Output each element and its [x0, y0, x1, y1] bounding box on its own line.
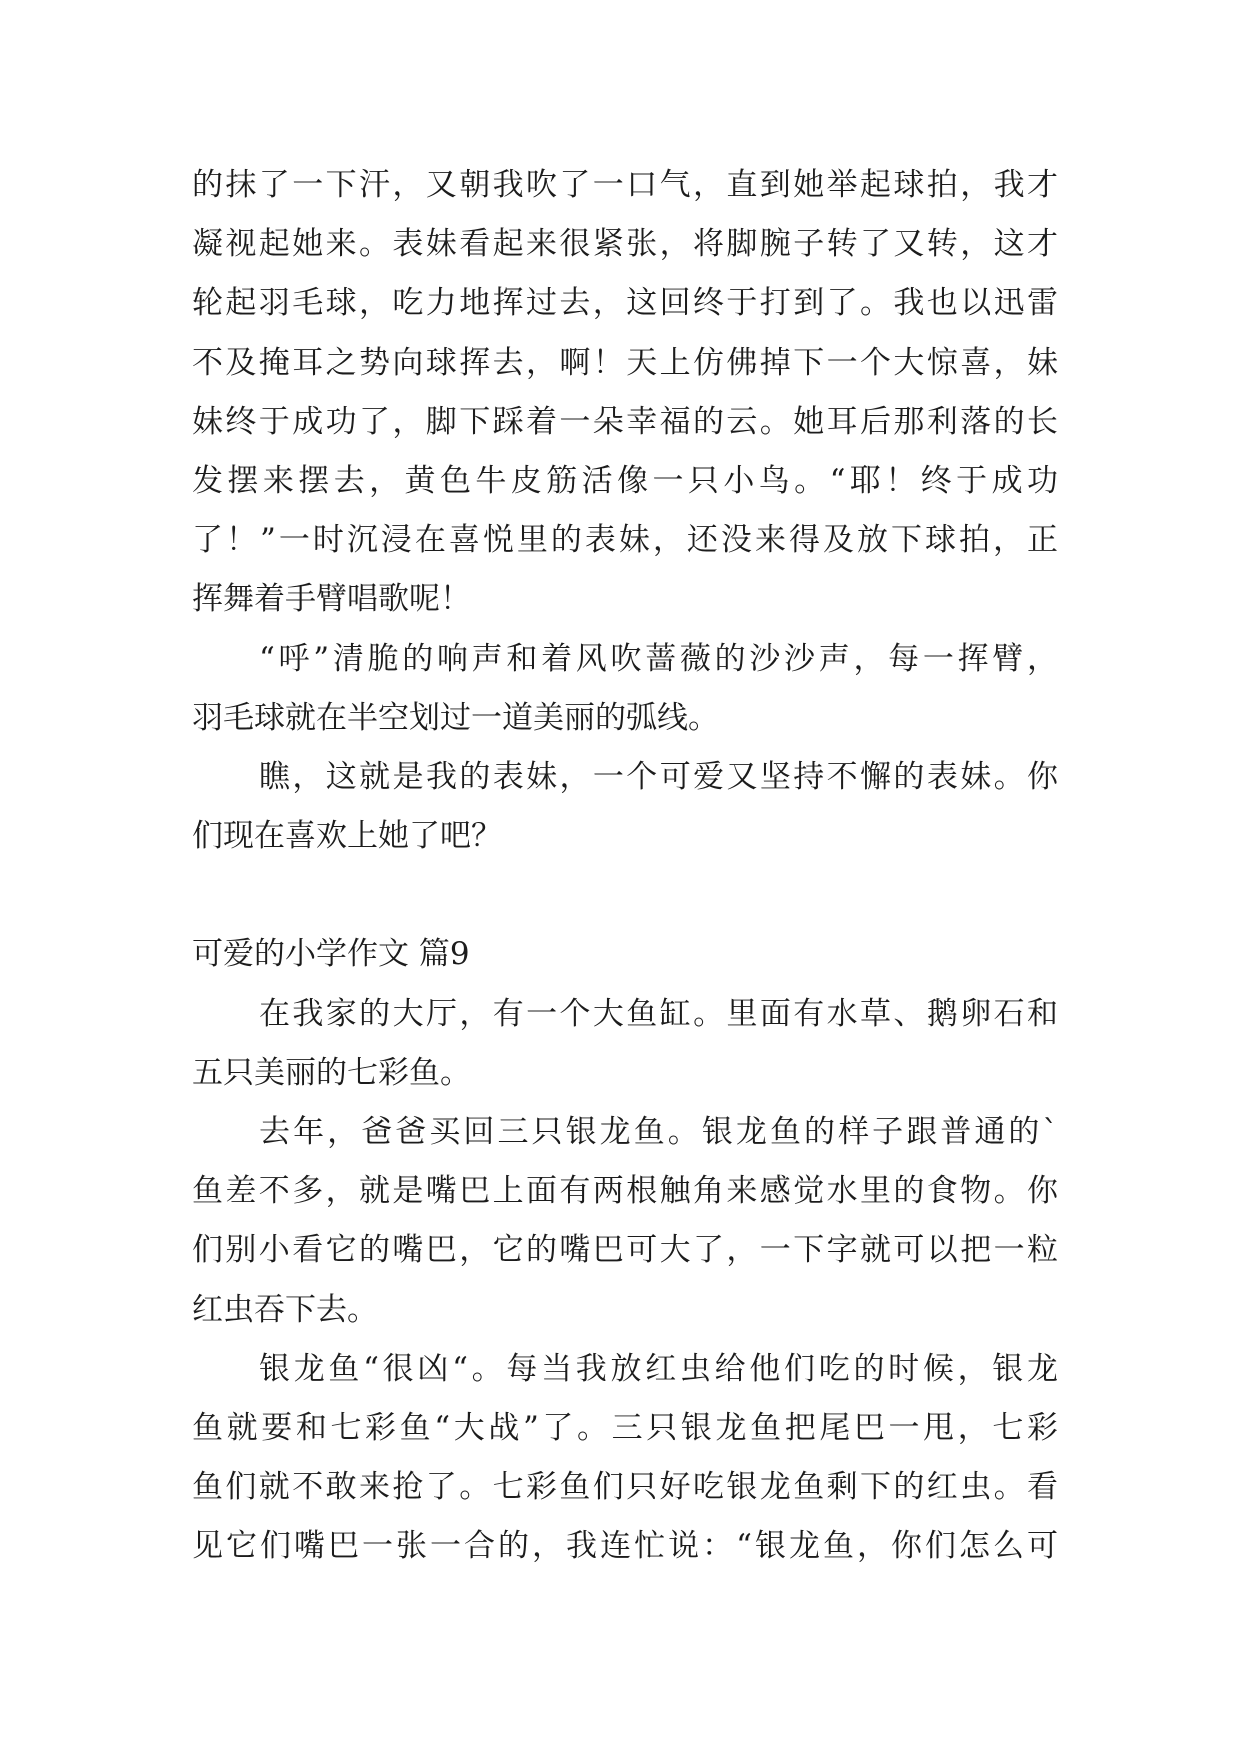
paragraph — [192, 630, 1058, 748]
text-line: 了！”一时沉浸在喜悦里的表妹，还没来得及放下球拍，正 — [192, 522, 1058, 559]
text-line: 去年，爸爸买回三只银龙鱼。银龙鱼的样子跟普通的` — [259, 1114, 1058, 1150]
text-line: 在我家的大厅，有一个大鱼缸。里面有水草、鹅卵石和 — [259, 995, 1058, 1032]
essay-title: 可爱的小学作文 篇9 — [192, 936, 470, 973]
text-line: 们别小看它的嘴巴，它的嘴巴可大了，一下字就可以把一粒 — [192, 1232, 1058, 1269]
text-line: 瞧，这就是我的表妹，一个可爱又坚持不懈的表妹。你 — [259, 758, 1058, 795]
text-line: 红虫吞下去。 — [192, 1291, 378, 1328]
text-line: 妹终于成功了，脚下踩着一朵幸福的云。她耳后那利落的长 — [192, 403, 1058, 440]
text-line: 挥舞着手臂唱歌呢！ — [192, 581, 471, 618]
text-line: 不及掩耳之势向球挥去，啊！天上仿佛掉下一个大惊喜，妹 — [192, 344, 1058, 381]
paragraph — [192, 985, 1058, 1103]
blank-line — [192, 866, 1058, 925]
text-line: 轮起羽毛球，吃力地挥过去，这回终于打到了。我也以迅雷 — [192, 285, 1058, 322]
paragraph — [192, 156, 1058, 630]
text-line: 鱼就要和七彩鱼“大战”了。三只银龙鱼把尾巴一甩，七彩 — [192, 1409, 1058, 1446]
text-line: 们现在喜欢上她了吧？ — [192, 818, 502, 855]
paragraph — [192, 1103, 1058, 1340]
text-line: 发摆来摆去，黄色牛皮筋活像一只小鸟。“耶！终于成功 — [192, 462, 1058, 499]
text-line: “呼”清脆的响声和着风吹蔷薇的沙沙声，每一挥臂， — [259, 640, 1058, 677]
text-line: 的抹了一下汗，又朝我吹了一口气，直到她举起球拍，我才 — [192, 167, 1058, 203]
paragraph — [192, 1340, 1058, 1577]
text-line: 五只美丽的七彩鱼。 — [192, 1054, 471, 1091]
paragraph — [192, 748, 1058, 866]
text-line: 鱼差不多，就是嘴巴上面有两根触角来感觉水里的食物。你 — [192, 1173, 1058, 1210]
text-line: 羽毛球就在半空划过一道美丽的弧线。 — [192, 699, 719, 736]
text-line: 凝视起她来。表妹看起来很紧张，将脚腕子转了又转，这才 — [192, 226, 1058, 263]
document-body — [192, 156, 1058, 1577]
text-line: 银龙鱼“很凶“。每当我放红虫给他们吃的时候，银龙 — [259, 1350, 1058, 1387]
text-line: 见它们嘴巴一张一合的，我连忙说：“银龙鱼，你们怎么可 — [192, 1528, 1058, 1565]
text-line: 鱼们就不敢来抢了。七彩鱼们只好吃银龙鱼剩下的红虫。看 — [192, 1469, 1058, 1506]
